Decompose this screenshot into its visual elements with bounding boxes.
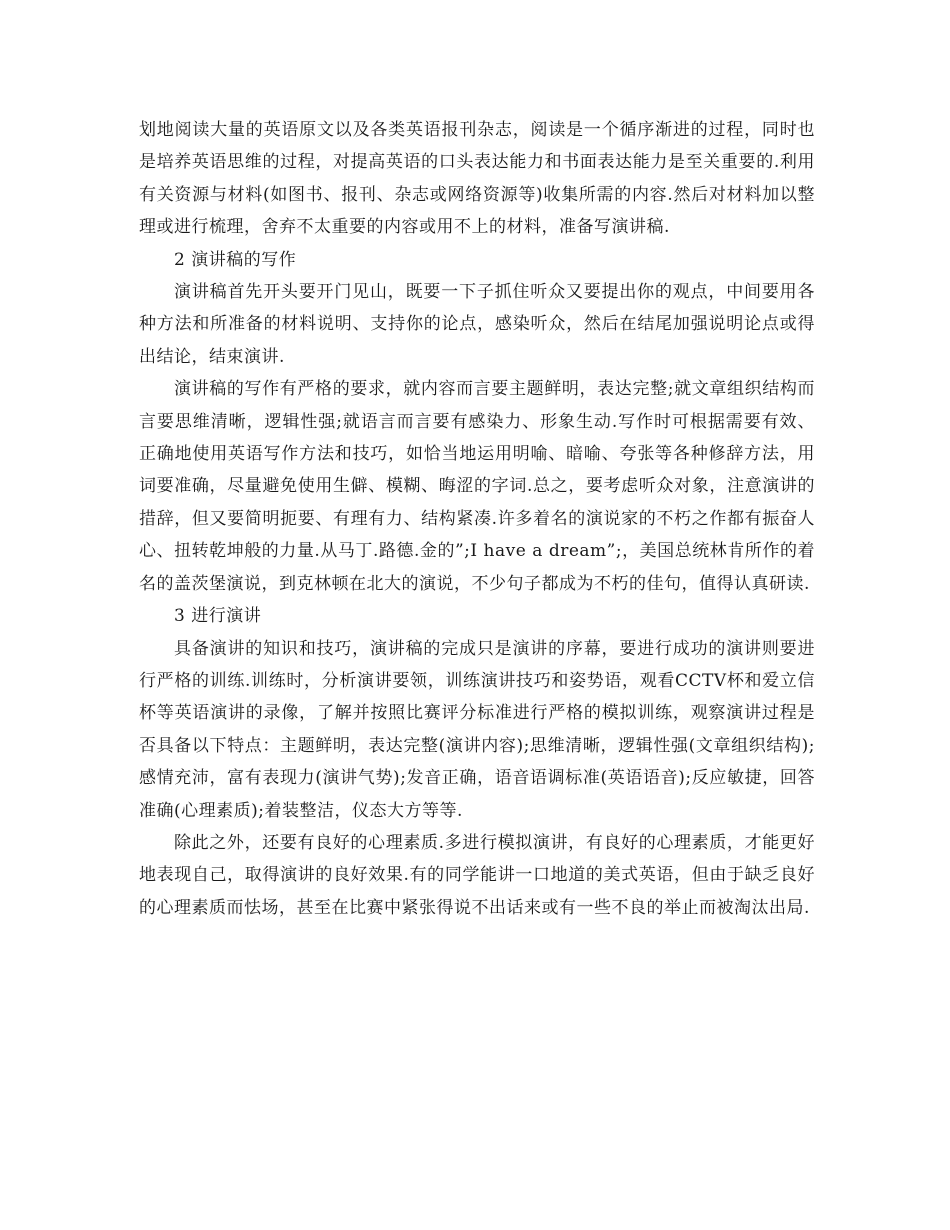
section-heading-delivery: 3 进行演讲 <box>174 606 262 627</box>
paragraph-speech-structure: 演讲稿首先开头要开门见山，既要一下子抓住听众又要提出你的观点，中间要用各种方法和所准备的材料说明、支持你的论点，感染听众，然后在结尾加强说明论点或得出结论，结束演讲. <box>139 282 815 367</box>
document-page <box>139 114 815 924</box>
paragraph-writing-requirements: 演讲稿的写作有严格的要求，就内容而言要主题鲜明，表达完整;就文章组织结构而言要思维清晰，逻辑性强;就语言而言要有感染力、形象生动.写作时可根据需要有效、正确地使用英语写作方法和技巧，如恰当地运用明喻、暗喻、夸张等各种修辞方法，用词要准确，尽量避免使用生僻、模糊、晦涩的字词.总之，要考虑听众对象，注意演讲的措辞，但又要简明扼要、有理有力、结构紧凑.许多着名的演说家的不朽之作都有振奋人心、扭转乾坤般的力量.从马丁.路德.金的”;I have a dream”;，美国总统林肯所作的着名的盖茨堡演说，到克林顿在北大的演说，不少句子都成为不朽的佳句，值得认真研读. <box>139 379 815 594</box>
paragraph-reading: 划地阅读大量的英语原文以及各类英语报刊杂志，阅读是一个循序渐进的过程，同时也是培养英语思维的过程，对提高英语的口头表达能力和书面表达能力是至关重要的.利用有关资源与材料(如图书、报刊、杂志或网络资源等)收集所需的内容.然后对材料加以整理或进行梳理，舍弃不太重要的内容或用不上的材料，准备写演讲稿. <box>139 120 815 238</box>
section-heading-writing: 2 演讲稿的写作 <box>174 249 297 270</box>
paragraph-training: 具备演讲的知识和技巧，演讲稿的完成只是演讲的序幕，要进行成功的演讲则要进行严格的训练.训练时，分析演讲要领，训练演讲技巧和姿势语，观看CCTV杯和爱立信杯等英语演讲的录像，了解并按照比赛评分标准进行严格的模拟训练，观察演讲过程是否具备以下特点：主题鲜明，表达完整(演讲内容);思维清晰，逻辑性强(文章组织结构);感情充沛，富有表现力(演讲气势);发音正确，语音语调标准(英语语音);反应敏捷，回答准确(心理素质);着装整洁，仪态大方等等. <box>139 638 815 821</box>
paragraph-psychology: 除此之外，还要有良好的心理素质.多进行模拟演讲，有良好的心理素质，才能更好地表现自己，取得演讲的良好效果.有的同学能讲一口地道的美式英语，但由于缺乏良好的心理素质而怯场，甚至在比赛中紧张得说不出话来或有一些不良的举止而被淘汰出局. <box>139 832 815 918</box>
